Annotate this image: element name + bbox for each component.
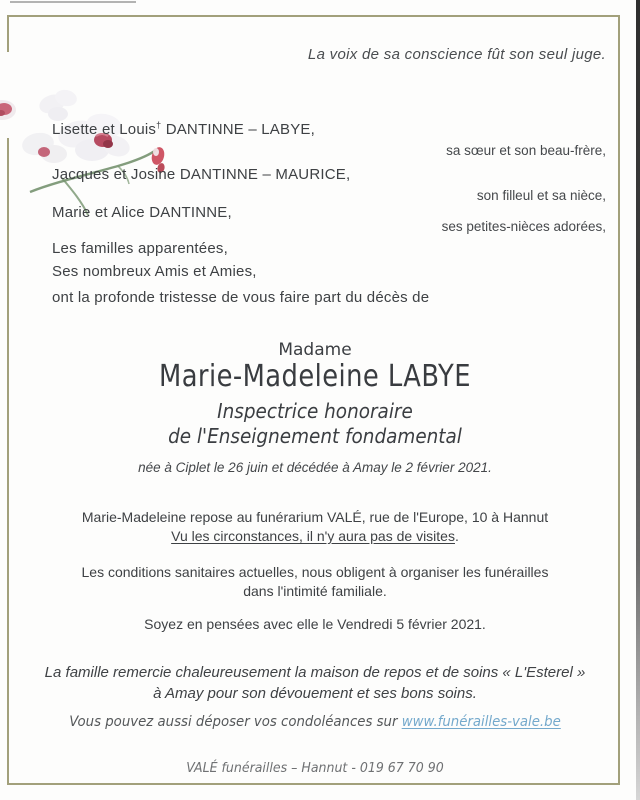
deceased-name: Marie-Madeleine LABYE [159,359,471,394]
friends-line: Ses nombreux Amis et Amies, [52,263,257,280]
sanitary-conditions-line2: dans l'intimité familiale. [243,583,387,599]
condolences-text: Vous pouvez aussi déposer vos condoléances sur [69,714,402,730]
repose-location-line: Marie-Madeleine repose au funérarium VALÉ, rue de l'Europe, 10 à Hannut [81,509,549,525]
epigraph-quote: La voix de sa conscience fût son seul juge. [307,46,606,63]
orchid-image [0,82,175,217]
sanitary-conditions-line1: Les conditions sanitaires actuelles, nous obligent à organiser les funérailles [81,564,549,580]
deceased-role-line2: de l'Enseignement fondamental [168,424,462,448]
birth-death-dates: née à Ciplet le 26 juin et décédée à Amay le 2 février 2021. [138,460,492,475]
deceased-title: Madame [278,340,352,360]
deceased-role-line1: Inspectrice honoraire [217,399,413,423]
families-line: Les familles apparentées, [52,240,228,257]
deceased-dagger-mark: † [156,120,162,130]
relative-names: Lisette et Louis [52,121,157,138]
relative-name-line: Marie et Alice DANTINNE, [52,204,232,221]
funeral-home-footer: VALÉ funérailles – Hannut - 019 67 70 90 [186,760,444,776]
relation-label: ses petites-nièces adorées, [441,219,606,234]
scan-edge-band [636,0,640,800]
announcement-line: ont la profonde tristesse de vous faire part du décès de [52,289,430,306]
no-visits-text: Vu les circonstances, il n'y aura pas de visites [171,528,455,544]
relative-name-line: Jacques et Josine DANTINNE – MAURICE, [52,166,351,183]
thoughts-date-line: Soyez en pensées avec elle le Vendredi 5 février 2021. [144,616,486,632]
relative-name-line [52,121,315,138]
relative-family-name: DANTINNE – LABYE, [161,121,315,138]
thanks-line1: La famille remercie chaleureusement la maison de repos et de soins « L'Esterel » [44,664,586,681]
no-visits-period: . [454,528,459,544]
relation-label: son filleul et sa nièce, [476,188,606,203]
condolences-website-link[interactable]: www.funérailles-vale.be [401,714,561,730]
scan-artifact-top [10,1,136,3]
thanks-line2: à Amay pour son dévouement et ses bons soins. [153,685,477,702]
no-visits-line [0,528,630,544]
relation-label: sa sœur et son beau-frère, [446,143,606,158]
condolences-line [16,714,615,730]
